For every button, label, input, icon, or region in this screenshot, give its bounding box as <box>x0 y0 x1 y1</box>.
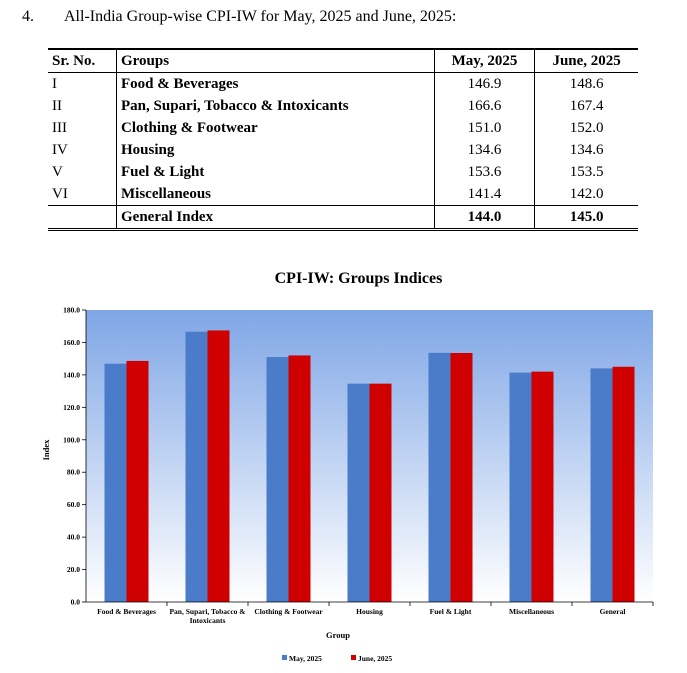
table-row <box>48 117 638 139</box>
sr-cell: I <box>52 76 57 92</box>
bar-may <box>348 384 370 602</box>
y-tick-label: 120.0 <box>63 402 80 412</box>
table-row <box>48 139 638 161</box>
y-tick-label: 20.0 <box>66 565 80 575</box>
bar-may <box>510 373 532 602</box>
bar-may <box>591 368 613 602</box>
table-row <box>48 161 638 183</box>
may-cell: 134.6 <box>434 139 535 161</box>
y-tick-label: 140.0 <box>63 370 80 380</box>
group-cell: Food & Beverages <box>117 73 435 96</box>
table-row <box>48 95 638 117</box>
y-tick-label: 160.0 <box>63 337 80 347</box>
x-tick-label: Clothing & Footwear <box>254 607 323 616</box>
chart-title: CPI-IW: Groups Indices <box>274 270 443 287</box>
june-cell: 167.4 <box>535 95 638 117</box>
june-cell: 153.5 <box>535 161 638 183</box>
bar-may <box>186 332 208 602</box>
bar-june <box>289 355 311 602</box>
section-number: 4. <box>22 8 34 25</box>
y-axis-label: Index <box>41 439 51 461</box>
may-cell: 153.6 <box>434 161 535 183</box>
group-cell: Fuel & Light <box>117 161 435 183</box>
group-cell: Miscellaneous <box>117 183 435 206</box>
june-total-cell: 145.0 <box>535 206 638 230</box>
bar-june <box>370 384 392 602</box>
heading-text: All-India Group-wise CPI-IW for May, 2025 and June, 2025: <box>64 8 457 25</box>
x-tick-label: Food & Beverages <box>97 607 156 616</box>
y-tick-label: 0.0 <box>70 597 80 607</box>
group-cell: Housing <box>117 139 435 161</box>
table-header-row <box>48 49 638 73</box>
header-sr-no: Sr. No. <box>48 49 117 73</box>
general-index-cell: General Index <box>117 206 435 230</box>
bar-june <box>208 330 230 602</box>
x-tick-label: Fuel & Light <box>429 607 472 616</box>
bar-june <box>127 361 149 602</box>
x-tick-label: Housing <box>356 607 383 616</box>
y-tick-label: 100.0 <box>63 435 80 445</box>
header-june: June, 2025 <box>535 49 638 73</box>
legend-swatch-june <box>351 655 356 660</box>
june-cell: 148.6 <box>535 73 638 96</box>
cpi-table <box>48 48 638 231</box>
june-cell: 152.0 <box>535 117 638 139</box>
legend-swatch-may <box>282 655 287 660</box>
table-row <box>48 73 638 96</box>
x-tick-label: Miscellaneous <box>509 607 554 616</box>
may-cell: 146.9 <box>434 73 535 96</box>
may-cell: 166.6 <box>434 95 535 117</box>
june-cell: 134.6 <box>535 139 638 161</box>
x-tick-label: Pan, Supari, Tobacco & Intoxicants <box>169 607 246 625</box>
legend-label-june: June, 2025 <box>358 654 393 663</box>
legend <box>282 654 392 663</box>
june-cell: 142.0 <box>535 183 638 206</box>
y-tick-label: 80.0 <box>66 467 80 477</box>
header-may: May, 2025 <box>434 49 535 73</box>
group-cell: Pan, Supari, Tobacco & Intoxicants <box>117 95 435 117</box>
group-cell: Clothing & Footwear <box>117 117 435 139</box>
bar-may <box>429 353 451 602</box>
may-cell: 141.4 <box>434 183 535 206</box>
bar-may <box>267 357 289 602</box>
bar-may <box>105 364 127 602</box>
sr-cell: VI <box>52 186 68 202</box>
total-row <box>48 206 638 230</box>
header-groups: Groups <box>117 49 435 73</box>
bar-june <box>451 353 473 602</box>
bar-june <box>613 367 635 602</box>
legend-label-may: May, 2025 <box>289 654 322 663</box>
section-heading <box>0 8 687 30</box>
bar-chart <box>0 290 687 673</box>
y-tick-label: 180.0 <box>63 305 80 315</box>
sr-cell: III <box>52 120 67 136</box>
x-axis-label: Group <box>326 630 350 640</box>
y-tick-label: 40.0 <box>66 532 80 542</box>
table-row <box>48 183 638 206</box>
sr-cell <box>48 206 117 230</box>
y-tick-label: 60.0 <box>66 500 80 510</box>
sr-cell: IV <box>52 142 68 158</box>
bar-june <box>532 372 554 602</box>
may-cell: 151.0 <box>434 117 535 139</box>
sr-cell: V <box>52 164 63 180</box>
may-total-cell: 144.0 <box>434 206 535 230</box>
x-tick-label: General <box>599 607 626 616</box>
sr-cell: II <box>52 98 62 114</box>
